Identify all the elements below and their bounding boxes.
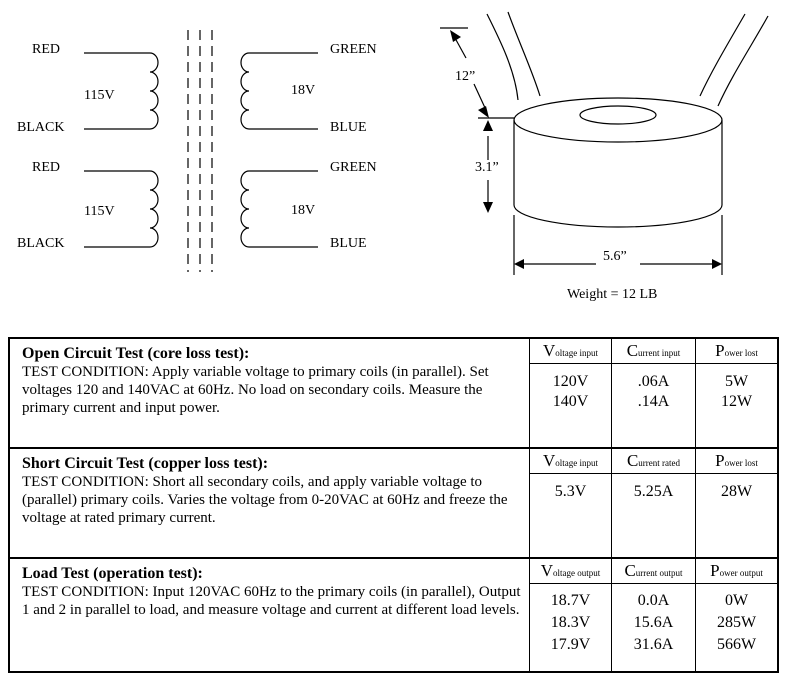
value-cell: .06A [637, 373, 670, 390]
value-cell: 18.3V [550, 614, 591, 631]
top-primary-bottom-lead-label: BLACK [17, 120, 65, 135]
power-column [695, 449, 777, 557]
value-cell: 0.0A [637, 592, 670, 609]
voltage-column [529, 449, 611, 557]
diameter-label: 5.6” [603, 249, 627, 264]
top-secondary-bottom-lead-label: BLUE [330, 120, 367, 135]
short-circuit-test-description [22, 455, 522, 527]
load-test-section [10, 559, 777, 671]
column-header: Current input [612, 339, 695, 364]
value-cell: 31.6A [633, 636, 674, 653]
value-cell: 140V [552, 393, 589, 410]
value-cell: 5.25A [633, 483, 674, 500]
voltage-column [529, 339, 611, 447]
value-cell: 5.3V [554, 483, 587, 500]
column-header: Current rated [612, 449, 695, 474]
value-cell: .14A [637, 393, 670, 410]
load-test-condition: TEST CONDITION: Input 120VAC 60Hz to the primary coils (in parallel), Output 1 and 2 in parallel to load, and measure voltage and current at different load levels. [22, 584, 521, 618]
column-header: Power output [696, 559, 777, 584]
power-column [695, 339, 777, 447]
short-circuit-test-section [10, 449, 777, 559]
value-cell: 120V [552, 373, 589, 390]
value-cell: 17.9V [550, 636, 591, 653]
open-circuit-test-title: Open Circuit Test (core loss test): [22, 345, 250, 362]
voltage-column [529, 559, 611, 671]
current-column [611, 559, 695, 671]
short-circuit-test-title: Short Circuit Test (copper loss test): [22, 455, 269, 472]
column-header: Voltage input [530, 449, 611, 474]
column-values [530, 590, 611, 656]
column-values [612, 482, 695, 502]
value-cell: 15.6A [633, 614, 674, 631]
test-table [8, 337, 779, 673]
toroid-drawing [440, 12, 768, 275]
bottom-secondary-voltage-label: 18V [291, 203, 316, 218]
bottom-secondary-bottom-lead-label: BLUE [330, 236, 367, 251]
open-circuit-test-section [10, 339, 777, 449]
top-secondary-top-lead-label: GREEN [330, 42, 377, 57]
bottom-primary-voltage-label: 115V [84, 204, 115, 219]
bottom-primary-top-lead-label: RED [32, 160, 60, 175]
column-values [696, 372, 777, 412]
power-column [695, 559, 777, 671]
column-header: Power lost [696, 339, 777, 364]
top-secondary-voltage-label: 18V [291, 83, 316, 98]
column-values [612, 372, 695, 412]
column-values [530, 372, 611, 412]
value-cell: 12W [720, 393, 753, 410]
column-values [612, 590, 695, 656]
value-cell: 285W [716, 614, 757, 631]
short-circuit-test-condition: TEST CONDITION: Short all secondary coils, and apply variable voltage to (parallel) primary coils. Varies the voltage from 0-20VAC at 60Hz and freeze the voltage at rated primary current. [22, 474, 508, 526]
load-test-title: Load Test (operation test): [22, 565, 203, 582]
column-values [696, 590, 777, 656]
value-cell: 18.7V [550, 592, 591, 609]
value-cell: 566W [716, 636, 757, 653]
weight-label: Weight = 12 LB [567, 287, 658, 302]
value-cell: 28W [720, 483, 753, 500]
column-header: Power lost [696, 449, 777, 474]
column-values [530, 482, 611, 502]
top-primary-voltage-label: 115V [84, 88, 115, 103]
value-cell: 5W [724, 373, 749, 390]
lead-length-label: 12” [455, 69, 476, 84]
bottom-secondary-top-lead-label: GREEN [330, 160, 377, 175]
column-header: Voltage input [530, 339, 611, 364]
load-test-description [22, 565, 522, 619]
value-cell: 0W [724, 592, 749, 609]
column-header: Voltage output [530, 559, 611, 584]
open-circuit-test-description [22, 345, 522, 417]
top-primary-top-lead-label: RED [32, 42, 60, 57]
bottom-primary-bottom-lead-label: BLACK [17, 236, 65, 251]
schematic-drawing [0, 0, 787, 330]
open-circuit-test-condition: TEST CONDITION: Apply variable voltage to primary coils (in parallel). Set voltages 120 and 140VAC at 60Hz. No load on secondary coils. Measure the primary current and input power. [22, 364, 489, 416]
current-column [611, 449, 695, 557]
column-header: Current output [612, 559, 695, 584]
current-column [611, 339, 695, 447]
column-values [696, 482, 777, 502]
height-label: 3.1” [475, 160, 499, 175]
